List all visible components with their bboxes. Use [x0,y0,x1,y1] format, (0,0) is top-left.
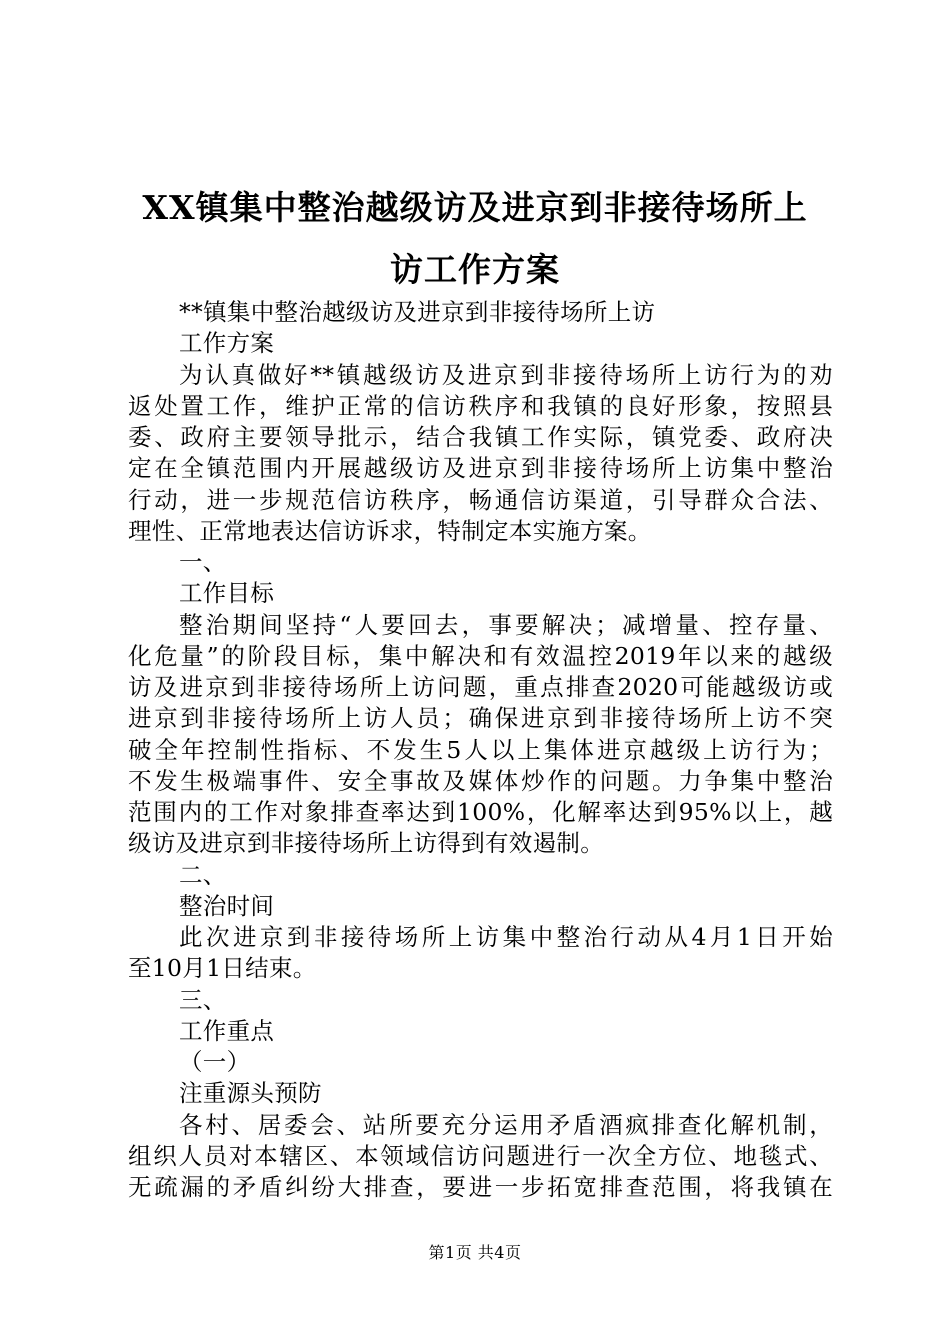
paragraph-line: 破全年控制性指标、不发生5人以上集体进京越级上访行为； [128,735,833,764]
paragraph-line: 不发生极端事件、安全事故及媒体炒作的问题。力争集中整治 [128,766,833,795]
section-number: 二、 [179,860,227,889]
section-heading: 整治时间 [179,891,275,920]
paragraph-line: 返处置工作，维护正常的信访秩序和我镇的良好形象，按照县 [128,391,833,420]
document-title-line-1: XX镇集中整治越级访及进京到非接待场所上 [142,188,808,227]
paragraph-line: 至10月1日结束。 [128,954,317,983]
paragraph-line: 为认真做好**镇越级访及进京到非接待场所上访行为的劝 [179,360,833,389]
paragraph-line: 访及进京到非接待场所上访问题，重点排查2020可能越级访或 [128,673,833,701]
paragraph-line: 理性、正常地表达信访诉求，特制定本实施方案。 [128,516,652,545]
paragraph-line: 范围内的工作对象排查率达到100%，化解率达到95%以上，越 [128,798,833,826]
subsection-heading: 注重源头预防 [179,1079,322,1108]
document-body [128,297,833,1203]
paragraph-line: 级访及进京到非接待场所上访得到有效遏制。 [128,829,604,858]
paragraph-line: 各村、居委会、站所要充分运用矛盾酒疯排查化解机制， [179,1110,833,1139]
paragraph-line: 此次进京到非接待场所上访集中整治行动从4月1日开始 [179,923,833,951]
paragraph-line: 整治期间坚持“人要回去，事要解决；减增量、控存量、 [179,610,833,639]
paragraph-line: 定在全镇范围内开展越级访及进京到非接待场所上访集中整治 [128,454,833,483]
section-heading: 工作重点 [179,1016,275,1045]
paragraph-line: 行动，进一步规范信访秩序，畅通信访渠道，引导群众合法、 [128,485,833,514]
paragraph-line: 无疏漏的矛盾纠纷大排查，要进一步拓宽排查范围，将我镇在 [128,1173,833,1201]
subtitle-line: 工作方案 [179,329,275,358]
document-title-line-2: 访工作方案 [390,250,560,289]
subsection-number: （一） [179,1048,251,1076]
section-number: 三、 [179,985,227,1014]
page-footer: 第1页 共4页 [428,1243,522,1262]
paragraph-line: 化危量”的阶段目标，集中解决和有效温控2019年以来的越级 [128,641,833,670]
section-heading: 工作目标 [179,579,275,608]
subtitle-line: **镇集中整治越级访及进京到非接待场所上访 [179,298,656,326]
section-number: 一、 [179,548,227,576]
paragraph-line: 组织人员对本辖区、本领域信访问题进行一次全方位、地毯式、 [128,1141,833,1170]
paragraph-line: 委、政府主要领导批示，结合我镇工作实际，镇党委、政府决 [128,423,833,451]
paragraph-line: 进京到非接待场所上访人员；确保进京到非接待场所上访不突 [128,704,833,733]
